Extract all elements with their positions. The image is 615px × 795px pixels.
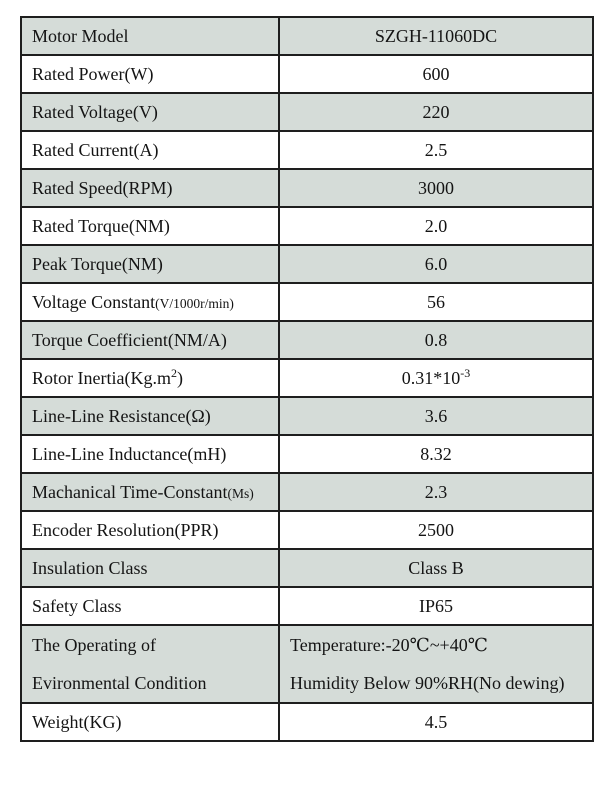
table-row (21, 245, 593, 283)
param-cell: Insulation Class (21, 549, 279, 587)
param-cell: Machanical Time-Constant(Ms) (21, 473, 279, 511)
value-cell: Class B (279, 549, 593, 587)
spec-table-body (21, 17, 593, 741)
value-cell: IP65 (279, 587, 593, 625)
param-cell: Rated Power(W) (21, 55, 279, 93)
param-cell: Torque Coefficient(NM/A) (21, 321, 279, 359)
param-cell: Rated Current(A) (21, 131, 279, 169)
table-row (21, 703, 593, 741)
param-cell: Voltage Constant(V/1000r/min) (21, 283, 279, 321)
value-cell: 2.0 (279, 207, 593, 245)
table-row (21, 131, 593, 169)
value-cell: 56 (279, 283, 593, 321)
param-cell: Line-Line Inductance(mH) (21, 435, 279, 473)
table-row (21, 283, 593, 321)
value-cell: 2.5 (279, 131, 593, 169)
table-row (21, 207, 593, 245)
value-cell: 2.3 (279, 473, 593, 511)
value-cell: 8.32 (279, 435, 593, 473)
table-row (21, 321, 593, 359)
value-cell: 4.5 (279, 703, 593, 741)
param-cell: Rated Voltage(V) (21, 93, 279, 131)
table-row (21, 435, 593, 473)
param-cell: Encoder Resolution(PPR) (21, 511, 279, 549)
cell-lines (32, 626, 270, 702)
table-row (21, 511, 593, 549)
param-cell: Peak Torque(NM) (21, 245, 279, 283)
value-cell: 220 (279, 93, 593, 131)
value-cell: 0.8 (279, 321, 593, 359)
cell-line: Evironmental Condition (32, 672, 207, 693)
value-cell (279, 625, 593, 703)
table-row (21, 55, 593, 93)
table-row (21, 587, 593, 625)
value-cell: 3.6 (279, 397, 593, 435)
table-row (21, 359, 593, 397)
value-cell: 6.0 (279, 245, 593, 283)
param-cell (21, 625, 279, 703)
value-cell: SZGH-11060DC (279, 17, 593, 55)
table-row (21, 625, 593, 703)
param-cell: Line-Line Resistance(Ω) (21, 397, 279, 435)
cell-line: Humidity Below 90%RH(No dewing) (290, 672, 565, 693)
value-cell: 600 (279, 55, 593, 93)
cell-line: Temperature:-20℃~+40℃ (290, 634, 488, 655)
spec-table (20, 16, 594, 742)
table-row (21, 549, 593, 587)
cell-lines (290, 626, 584, 702)
table-row (21, 93, 593, 131)
value-cell: 2500 (279, 511, 593, 549)
param-cell: Weight(KG) (21, 703, 279, 741)
cell-line: The Operating of (32, 634, 156, 655)
value-cell: $0.31*10^{-3}$ (279, 359, 593, 397)
param-cell: Rated Speed(RPM) (21, 169, 279, 207)
table-row (21, 17, 593, 55)
table-row (21, 169, 593, 207)
value-cell: 3000 (279, 169, 593, 207)
table-row (21, 473, 593, 511)
param-cell: Rated Torque(NM) (21, 207, 279, 245)
param-cell: Rotor $Inertia(Kg.m^2)$ (21, 359, 279, 397)
param-cell: Safety Class (21, 587, 279, 625)
param-cell: Motor Model (21, 17, 279, 55)
table-row (21, 397, 593, 435)
